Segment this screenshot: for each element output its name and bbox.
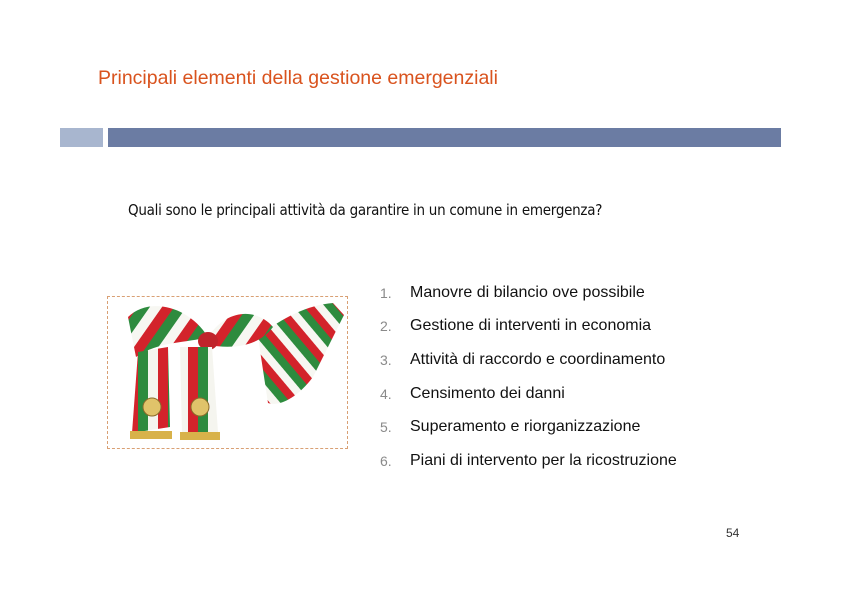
title-underline-accent-bar — [60, 128, 103, 147]
tricolor-sash-image — [107, 296, 348, 449]
list-item — [380, 410, 677, 444]
list-item-text: Piani di intervento per la ricostruzione — [410, 451, 677, 469]
list-item — [380, 377, 677, 411]
list-item-text: Censimento dei danni — [410, 384, 565, 402]
title-underline-bar — [108, 128, 781, 147]
list-item-text: Gestione di interventi in economia — [410, 317, 652, 335]
slide-question: Quali sono le principali attività da garantire in un comune in emergenza? — [128, 201, 603, 219]
list-item — [380, 310, 677, 344]
list-item — [380, 276, 677, 310]
list-item-number: 3. — [380, 351, 392, 368]
page-number: 54 — [726, 526, 740, 540]
list-item-number: 6. — [380, 452, 392, 469]
slide-title: Principali elementi della gestione emergenziali — [98, 67, 498, 89]
list-item-text: Superamento e riorganizzazione — [410, 418, 641, 436]
list-item-text: Attività di raccordo e coordinamento — [410, 350, 666, 368]
list-item — [380, 444, 677, 478]
list-item-number: 1. — [380, 284, 392, 301]
activities-list — [380, 276, 677, 478]
list-item — [380, 343, 677, 377]
list-item-number: 2. — [380, 318, 392, 335]
list-item-text: Manovre di bilancio ove possibile — [410, 283, 645, 301]
list-item-number: 5. — [380, 419, 392, 436]
list-item-number: 4. — [380, 385, 392, 402]
